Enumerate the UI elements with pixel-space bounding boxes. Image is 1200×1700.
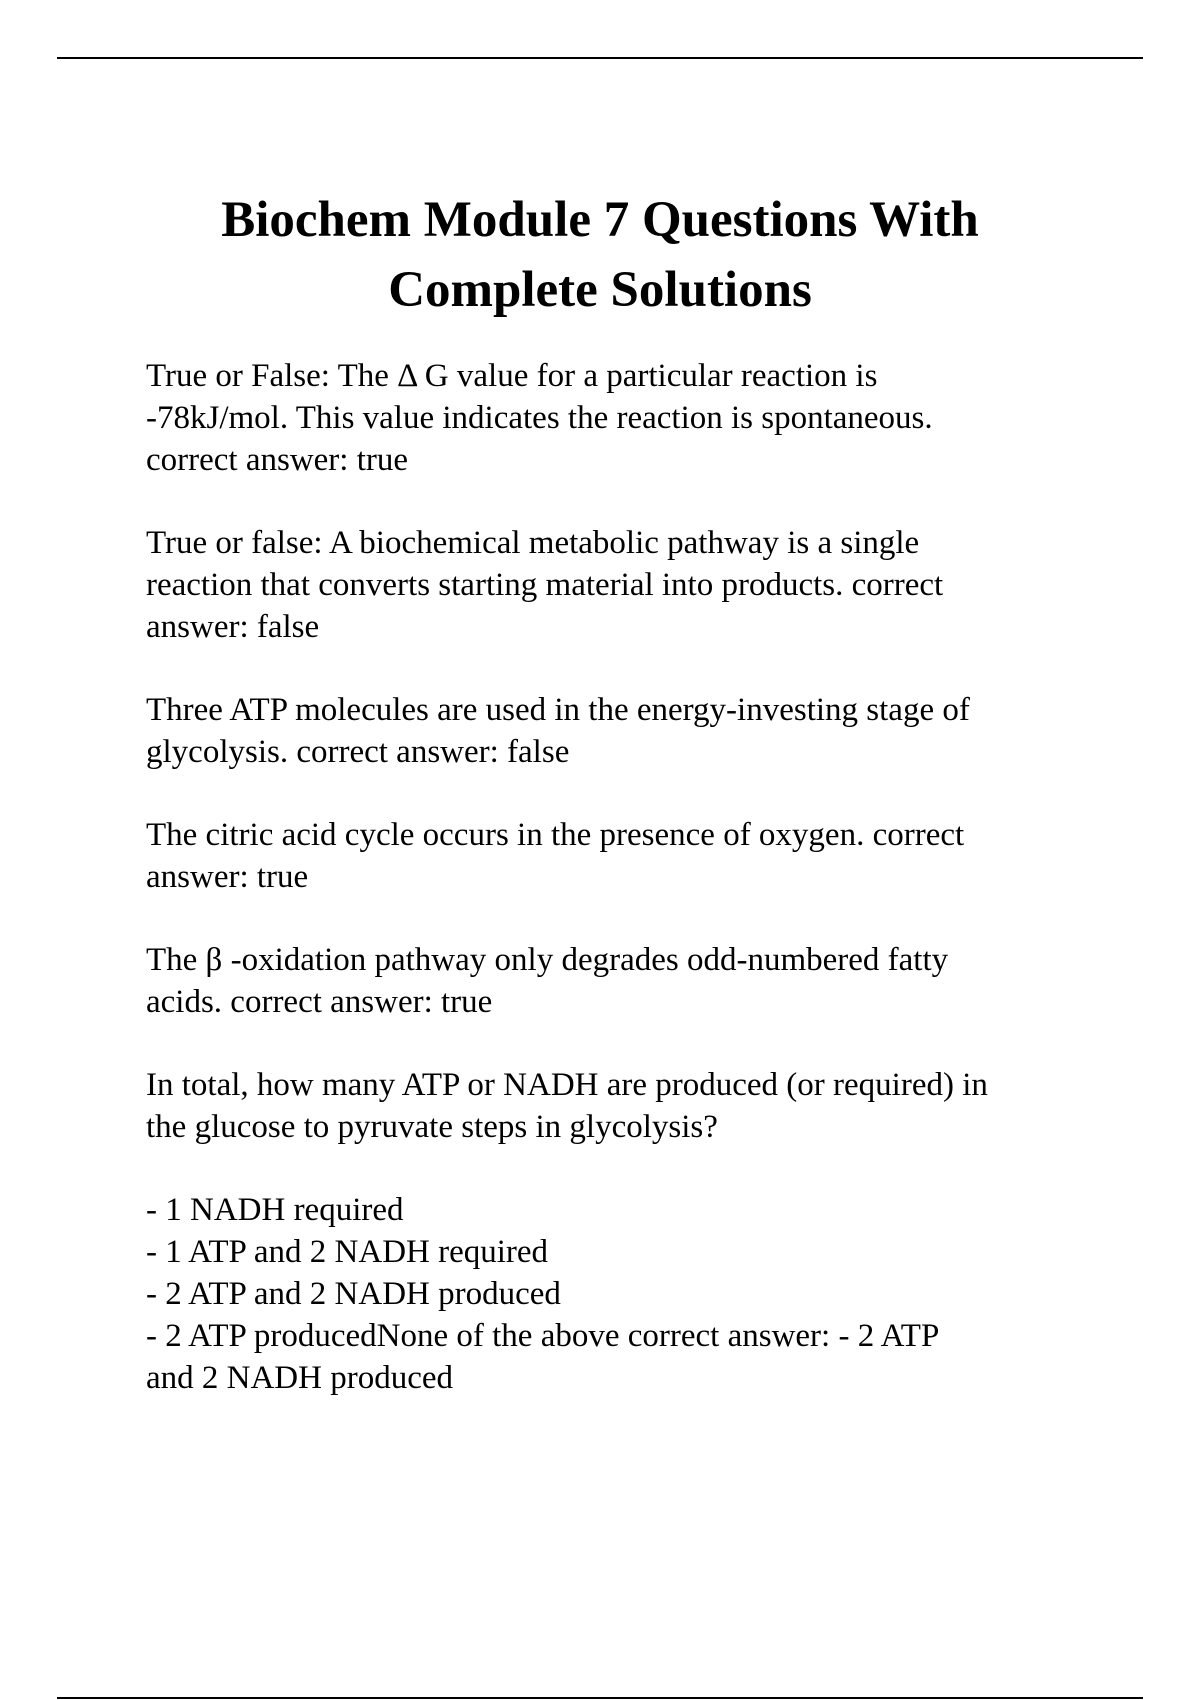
question-5-line-2: acids. correct answer: true <box>146 984 493 1020</box>
question-4-line-1: The citric acid cycle occurs in the presence of oxygen. correct <box>146 817 965 853</box>
option-line-2: - 1 ATP and 2 NADH required <box>146 1234 549 1270</box>
question-1 <box>146 355 1096 481</box>
option-line-5: and 2 NADH produced <box>146 1360 454 1396</box>
question-2-line-3: answer: false <box>146 609 320 645</box>
question-2 <box>146 522 1096 648</box>
question-6-line-2: the glucose to pyruvate steps in glycolysis? <box>146 1109 718 1145</box>
question-2-line-2: reaction that converts starting material into products. correct <box>146 567 944 603</box>
top-divider <box>57 57 1143 59</box>
question-2-line-1: True or false: A biochemical metabolic pathway is a single <box>146 525 920 561</box>
option-line-3: - 2 ATP and 2 NADH produced <box>146 1276 561 1312</box>
question-3 <box>146 689 1096 773</box>
document-title <box>100 185 1100 325</box>
question-3-line-2: glycolysis. correct answer: false <box>146 734 570 770</box>
document-body <box>146 355 1096 1399</box>
question-6 <box>146 1064 1096 1148</box>
option-line-4: - 2 ATP producedNone of the above correct answer: - 2 ATP <box>146 1318 940 1354</box>
question-5-line-1: The β -oxidation pathway only degrades odd-numbered fatty <box>146 942 949 978</box>
question-1-line-3: correct answer: true <box>146 442 409 478</box>
question-3-line-1: Three ATP molecules are used in the energy-investing stage of <box>146 692 970 728</box>
question-1-line-1: True or False: The Δ G value for a particular reaction is <box>146 358 878 394</box>
question-4 <box>146 814 1096 898</box>
question-1-line-2: -78kJ/mol. This value indicates the reaction is spontaneous. <box>146 400 933 436</box>
bottom-divider <box>57 1697 1143 1699</box>
option-line-1: - 1 NADH required <box>146 1192 404 1228</box>
title-line-1: Biochem Module 7 Questions With <box>221 192 979 248</box>
title-line-2: Complete Solutions <box>388 262 812 318</box>
question-6-line-1: In total, how many ATP or NADH are produced (or required) in <box>146 1067 988 1103</box>
question-4-line-2: answer: true <box>146 859 309 895</box>
question-6-options <box>146 1189 1096 1399</box>
question-5 <box>146 939 1096 1023</box>
